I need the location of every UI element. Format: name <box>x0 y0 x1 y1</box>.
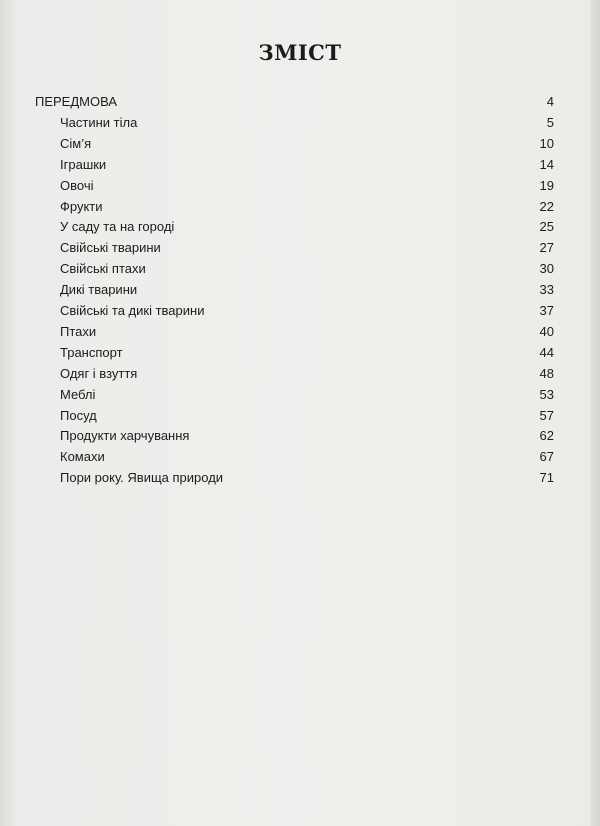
toc-entry-label: Продукти харчування <box>60 428 190 444</box>
toc-entry-page-number: 33 <box>539 282 554 298</box>
toc-entry-page-number: 44 <box>539 344 554 360</box>
toc-entry-label: Свійські птахи <box>60 261 146 277</box>
toc-entry-page-number: 4 <box>546 94 554 109</box>
toc-entry-label: ПЕРЕДМОВА <box>35 94 118 109</box>
toc-entry-page-number: 40 <box>539 323 554 339</box>
toc-entry <box>0 176 600 196</box>
toc-entry-label: Іграшки <box>60 156 107 172</box>
toc-entry-label: Частини тіла <box>60 114 138 130</box>
toc-entry-label: Фрукти <box>60 198 103 214</box>
toc-entry-label: Комахи <box>60 449 105 465</box>
toc-entry-page-number: 14 <box>539 156 554 172</box>
toc-entry <box>0 280 600 300</box>
toc-entry-label: Овочі <box>60 177 94 193</box>
toc-entry <box>0 134 600 154</box>
toc-entry <box>0 426 600 446</box>
toc-entry-page-number: 48 <box>539 365 554 381</box>
toc-entry <box>0 406 600 426</box>
toc-entry <box>0 468 600 488</box>
toc-entry-page-number: 30 <box>539 261 554 277</box>
toc-entry-label: Сім’я <box>60 135 92 151</box>
toc-entry <box>0 322 600 342</box>
toc-entry-page-number: 25 <box>539 219 554 235</box>
toc-entry-page-number: 62 <box>539 428 554 444</box>
toc-entry <box>0 259 600 279</box>
toc-entry <box>0 155 600 175</box>
toc-entry-label: Дикі тварини <box>60 282 138 298</box>
toc-entry-label: Свійські тварини <box>60 240 161 256</box>
toc-entry-page-number: 67 <box>539 449 554 465</box>
toc-entry-label: Посуд <box>60 407 97 423</box>
toc-entry-label: Одяг і взуття <box>60 365 138 381</box>
toc-entry-page-number: 71 <box>539 470 554 486</box>
toc-entry-label: Птахи <box>60 323 97 339</box>
toc-entry-label: Свійські та дикі тварини <box>60 303 205 318</box>
toc-entry-page-number: 37 <box>539 303 554 318</box>
toc-entry-page-number: 53 <box>539 386 554 402</box>
toc-entry <box>0 364 600 384</box>
toc-entry <box>0 238 600 258</box>
toc-entry-label: Транспорт <box>60 344 123 360</box>
toc-entry-page-number: 22 <box>539 198 554 214</box>
toc-entry <box>0 385 600 405</box>
toc-entry-page-number: 10 <box>539 135 554 151</box>
toc-entry-label: У саду та на городі <box>60 219 175 235</box>
toc-entry-label: Пори року. Явища природи <box>60 470 224 486</box>
page-title: ЗМІСТ <box>258 40 342 65</box>
toc-entry <box>0 447 600 467</box>
toc-entry-page-number: 5 <box>546 114 554 130</box>
toc-entry <box>0 113 600 133</box>
toc-entry-page-number: 19 <box>539 177 554 193</box>
toc-entry-label: Меблі <box>60 386 96 402</box>
toc-entry-page-number: 27 <box>539 240 554 256</box>
toc-entry <box>0 301 600 321</box>
toc-entry <box>0 217 600 237</box>
toc-entry <box>0 92 600 112</box>
toc-entry-page-number: 57 <box>539 407 554 423</box>
toc-entry <box>0 343 600 363</box>
toc-entry <box>0 197 600 217</box>
